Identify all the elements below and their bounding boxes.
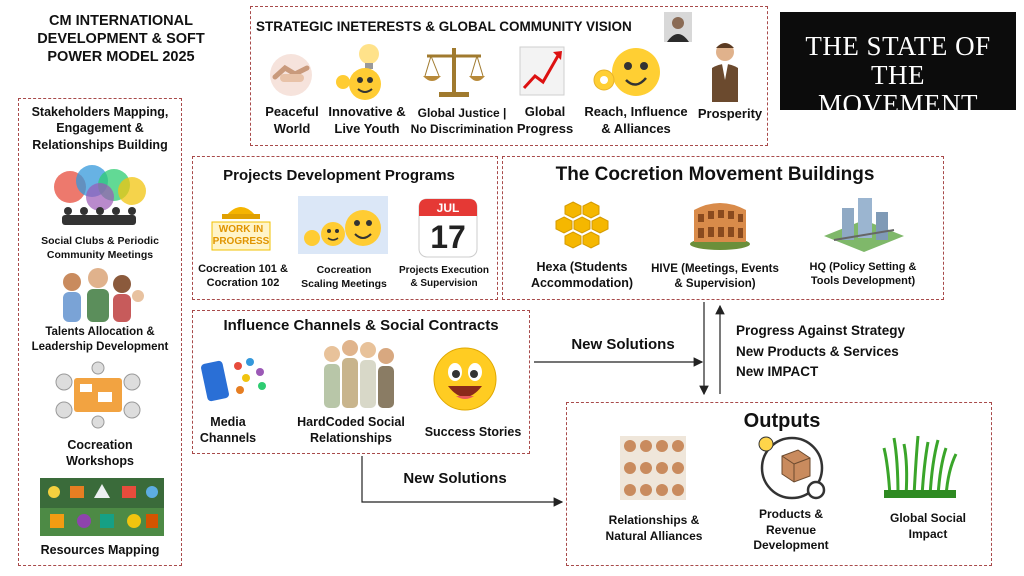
- banner-text: THE STATE OF THE MOVEMENT: [805, 31, 991, 119]
- feedback-label: Progress Against Strategy: [736, 323, 906, 338]
- stakeholders-item-label: Cocreation Workshops: [66, 438, 134, 469]
- strategic-item-label: Global Progress: [516, 104, 574, 136]
- outputs-item-label: Relationships & Natural Alliances: [605, 513, 703, 543]
- strategic-item-label: Peaceful World: [265, 104, 319, 136]
- stakeholders-item-label: Talents Allocation & Leadership Development: [31, 326, 169, 353]
- buildings-title: The Cocretion Movement Buildings: [555, 164, 875, 185]
- feedback-label: New IMPACT: [736, 364, 819, 379]
- projects-title: Projects Development Programs: [223, 167, 455, 184]
- strategic-item-label: Prosperity: [697, 106, 763, 121]
- new-solutions-label: New Solutions: [403, 470, 507, 487]
- outputs-title: Outputs: [743, 410, 821, 432]
- stakeholders-item-label: Social Clubs & Periodic Community Meetings: [41, 235, 159, 261]
- stakeholders-title: Stakeholders Mapping, Engagement & Relationships Building: [31, 105, 169, 152]
- influence-title: Influence Channels & Social Contracts: [223, 317, 499, 334]
- buildings-item-label: Hexa (Students Accommodation): [530, 260, 634, 291]
- new-solutions-label: New Solutions: [571, 336, 675, 353]
- projects-item-label: Cocreation Scaling Meetings: [301, 264, 387, 290]
- influence-item-label: Media Channels: [199, 415, 257, 446]
- feedback-label: New Products & Services: [736, 344, 899, 359]
- stakeholders-item-label: Resources Mapping: [40, 543, 160, 557]
- calendar-month: JUL: [436, 201, 460, 215]
- strategic-item-label: Reach, Influence & Alliances: [584, 104, 688, 136]
- buildings-item-label: HQ (Policy Setting & Tools Development): [809, 261, 917, 288]
- strategic-item-label: Innovative & Live Youth: [328, 104, 406, 136]
- influence-item-label: Success Stories: [424, 425, 522, 439]
- projects-item-label: Projects Execution & Supervision: [398, 265, 490, 289]
- model-title: CM INTERNATIONAL DEVELOPMENT & SOFT POWER MODEL 2025: [37, 13, 205, 66]
- buildings-item-label: HIVE (Meetings, Events & Supervision): [651, 263, 779, 290]
- calendar-day: 17: [430, 219, 466, 255]
- outputs-item-label: Global Social Impact: [889, 511, 967, 541]
- work-sign-line2: PROGRESS: [212, 236, 270, 247]
- work-sign-line1: WORK IN: [218, 224, 264, 235]
- strategic-item-label: Global Justice | No Discrimination: [410, 106, 514, 136]
- strategic-title: STRATEGIC INETERESTS & GLOBAL COMMUNITY VISION: [256, 19, 632, 34]
- outputs-item-label: Products & Revenue Development: [753, 507, 829, 553]
- influence-item-label: HardCoded Social Relationships: [297, 415, 405, 446]
- projects-item-label: Cocreation 101 & Cocration 102: [198, 263, 288, 290]
